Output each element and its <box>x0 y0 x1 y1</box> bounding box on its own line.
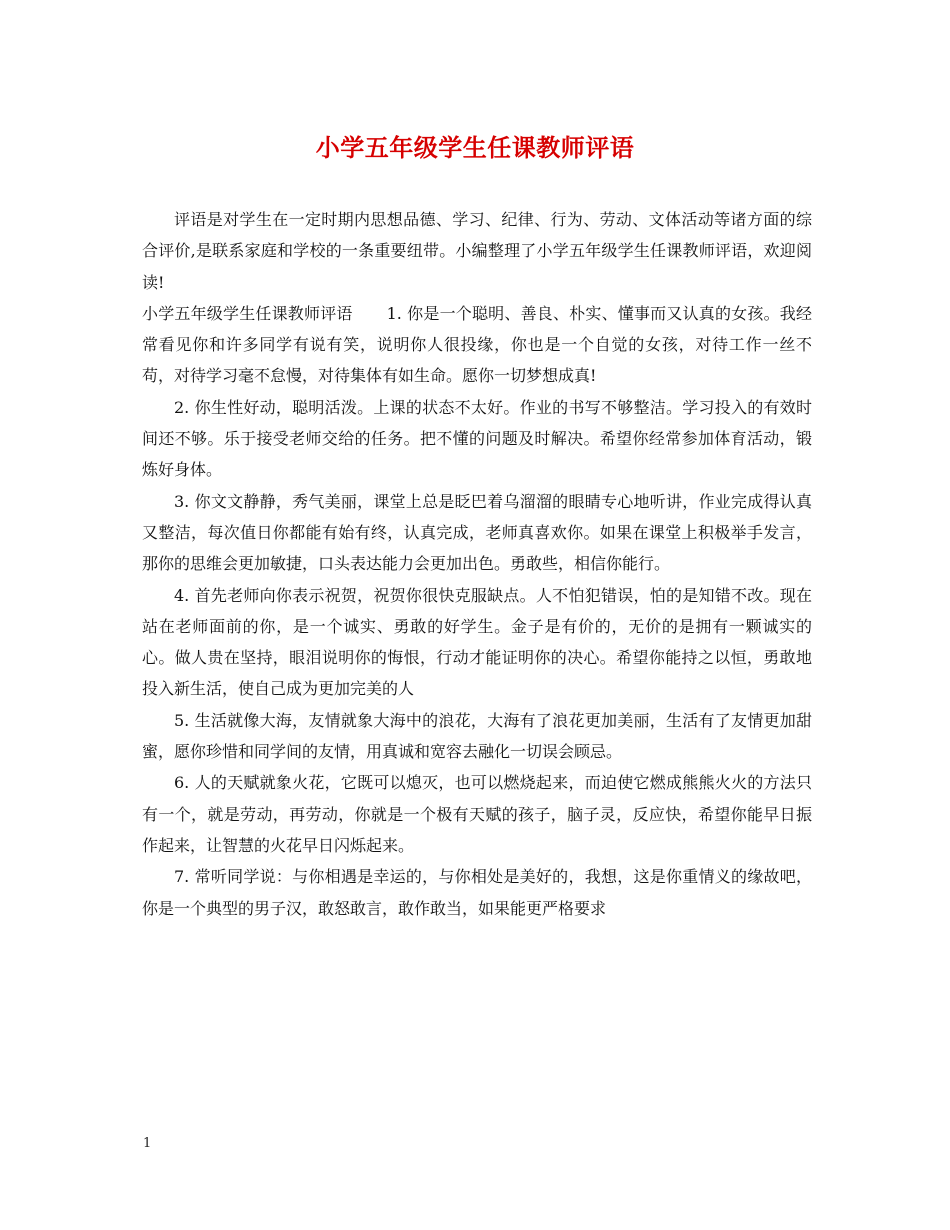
comment-item-7: 7. 常听同学说：与你相遇是幸运的，与你相处是美好的，我想，这是你重情义的缘故吧，你是一个典型的男子汉，敢怒敢言，敢作敢当，如果能更严格要求 <box>142 867 812 918</box>
comment-item-6: 6. 人的天赋就象火花，它既可以熄灭，也可以燃烧起来，而迫使它燃成熊熊火火的方法只有一个，就是劳动，再劳动，你就是一个极有天赋的孩子，脑子灵，反应快，希望你能早日振作起来，让智慧的火花早日闪烁起来。 <box>142 773 812 855</box>
comment-item-1 <box>142 298 812 392</box>
comment-item-3: 3. 你文文静静，秀气美丽，课堂上总是眨巴着乌溜溜的眼睛专心地听讲，作业完成得认真又整洁，每次值日你都能有始有终，认真完成，老师真喜欢你。如果在课堂上积极举手发言，那你的思维会更加敏捷，口头表达能力会更加出色。勇敢些，相信你能行。 <box>142 491 812 574</box>
document-body <box>142 204 812 924</box>
document-title: 小学五年级学生任课教师评语 <box>315 133 635 162</box>
comment-item-4: 4. 首先老师向你表示祝贺，祝贺你很快克服缺点。人不怕犯错误，怕的是知错不改。现在站在老师面前的你，是一个诚实、勇敢的好学生。金子是有价的，无价的是拥有一颗诚实的心。做人贵在坚持，眼泪说明你的悔恨，行动才能证明你的决心。希望你能持之以恒，勇敢地投入新生活，使自己成为更加完美的人 <box>142 585 812 699</box>
comment-item-2: 2. 你生性好动，聪明活泼。上课的状态不太好。作业的书写不够整洁。学习投入的有效时间还不够。乐于接受老师交给的任务。把不懂的问题及时解决。希望你经常参加体育活动，锻炼好身体。 <box>142 397 812 480</box>
comment-item-1-text: 1. 你是一个聪明、善良、朴实、懂事而又认真的女孩。我经常看见你和许多同学有说有笑，说明你人很投缘，你也是一个自觉的女孩，对待工作一丝不苟，对待学习毫不怠慢，对待集体有如生命。愿你一切梦想成真! <box>142 303 812 386</box>
intro-paragraph: 评语是对学生在一定时期内思想品德、学习、纪律、行为、劳动、文体活动等诸方面的综合评价,是联系家庭和学校的一条重要纽带。小编整理了小学五年级学生任课教师评语，欢迎阅读! <box>142 210 812 292</box>
page-number: 1 <box>143 1136 152 1151</box>
section-heading: 小学五年级学生任课教师评语 <box>142 303 353 323</box>
comment-item-5: 5. 生活就像大海，友情就象大海中的浪花，大海有了浪花更加美丽，生活有了友情更加甜蜜，愿你珍惜和同学间的友情，用真诚和宽容去融化一切误会顾忌。 <box>142 710 812 762</box>
